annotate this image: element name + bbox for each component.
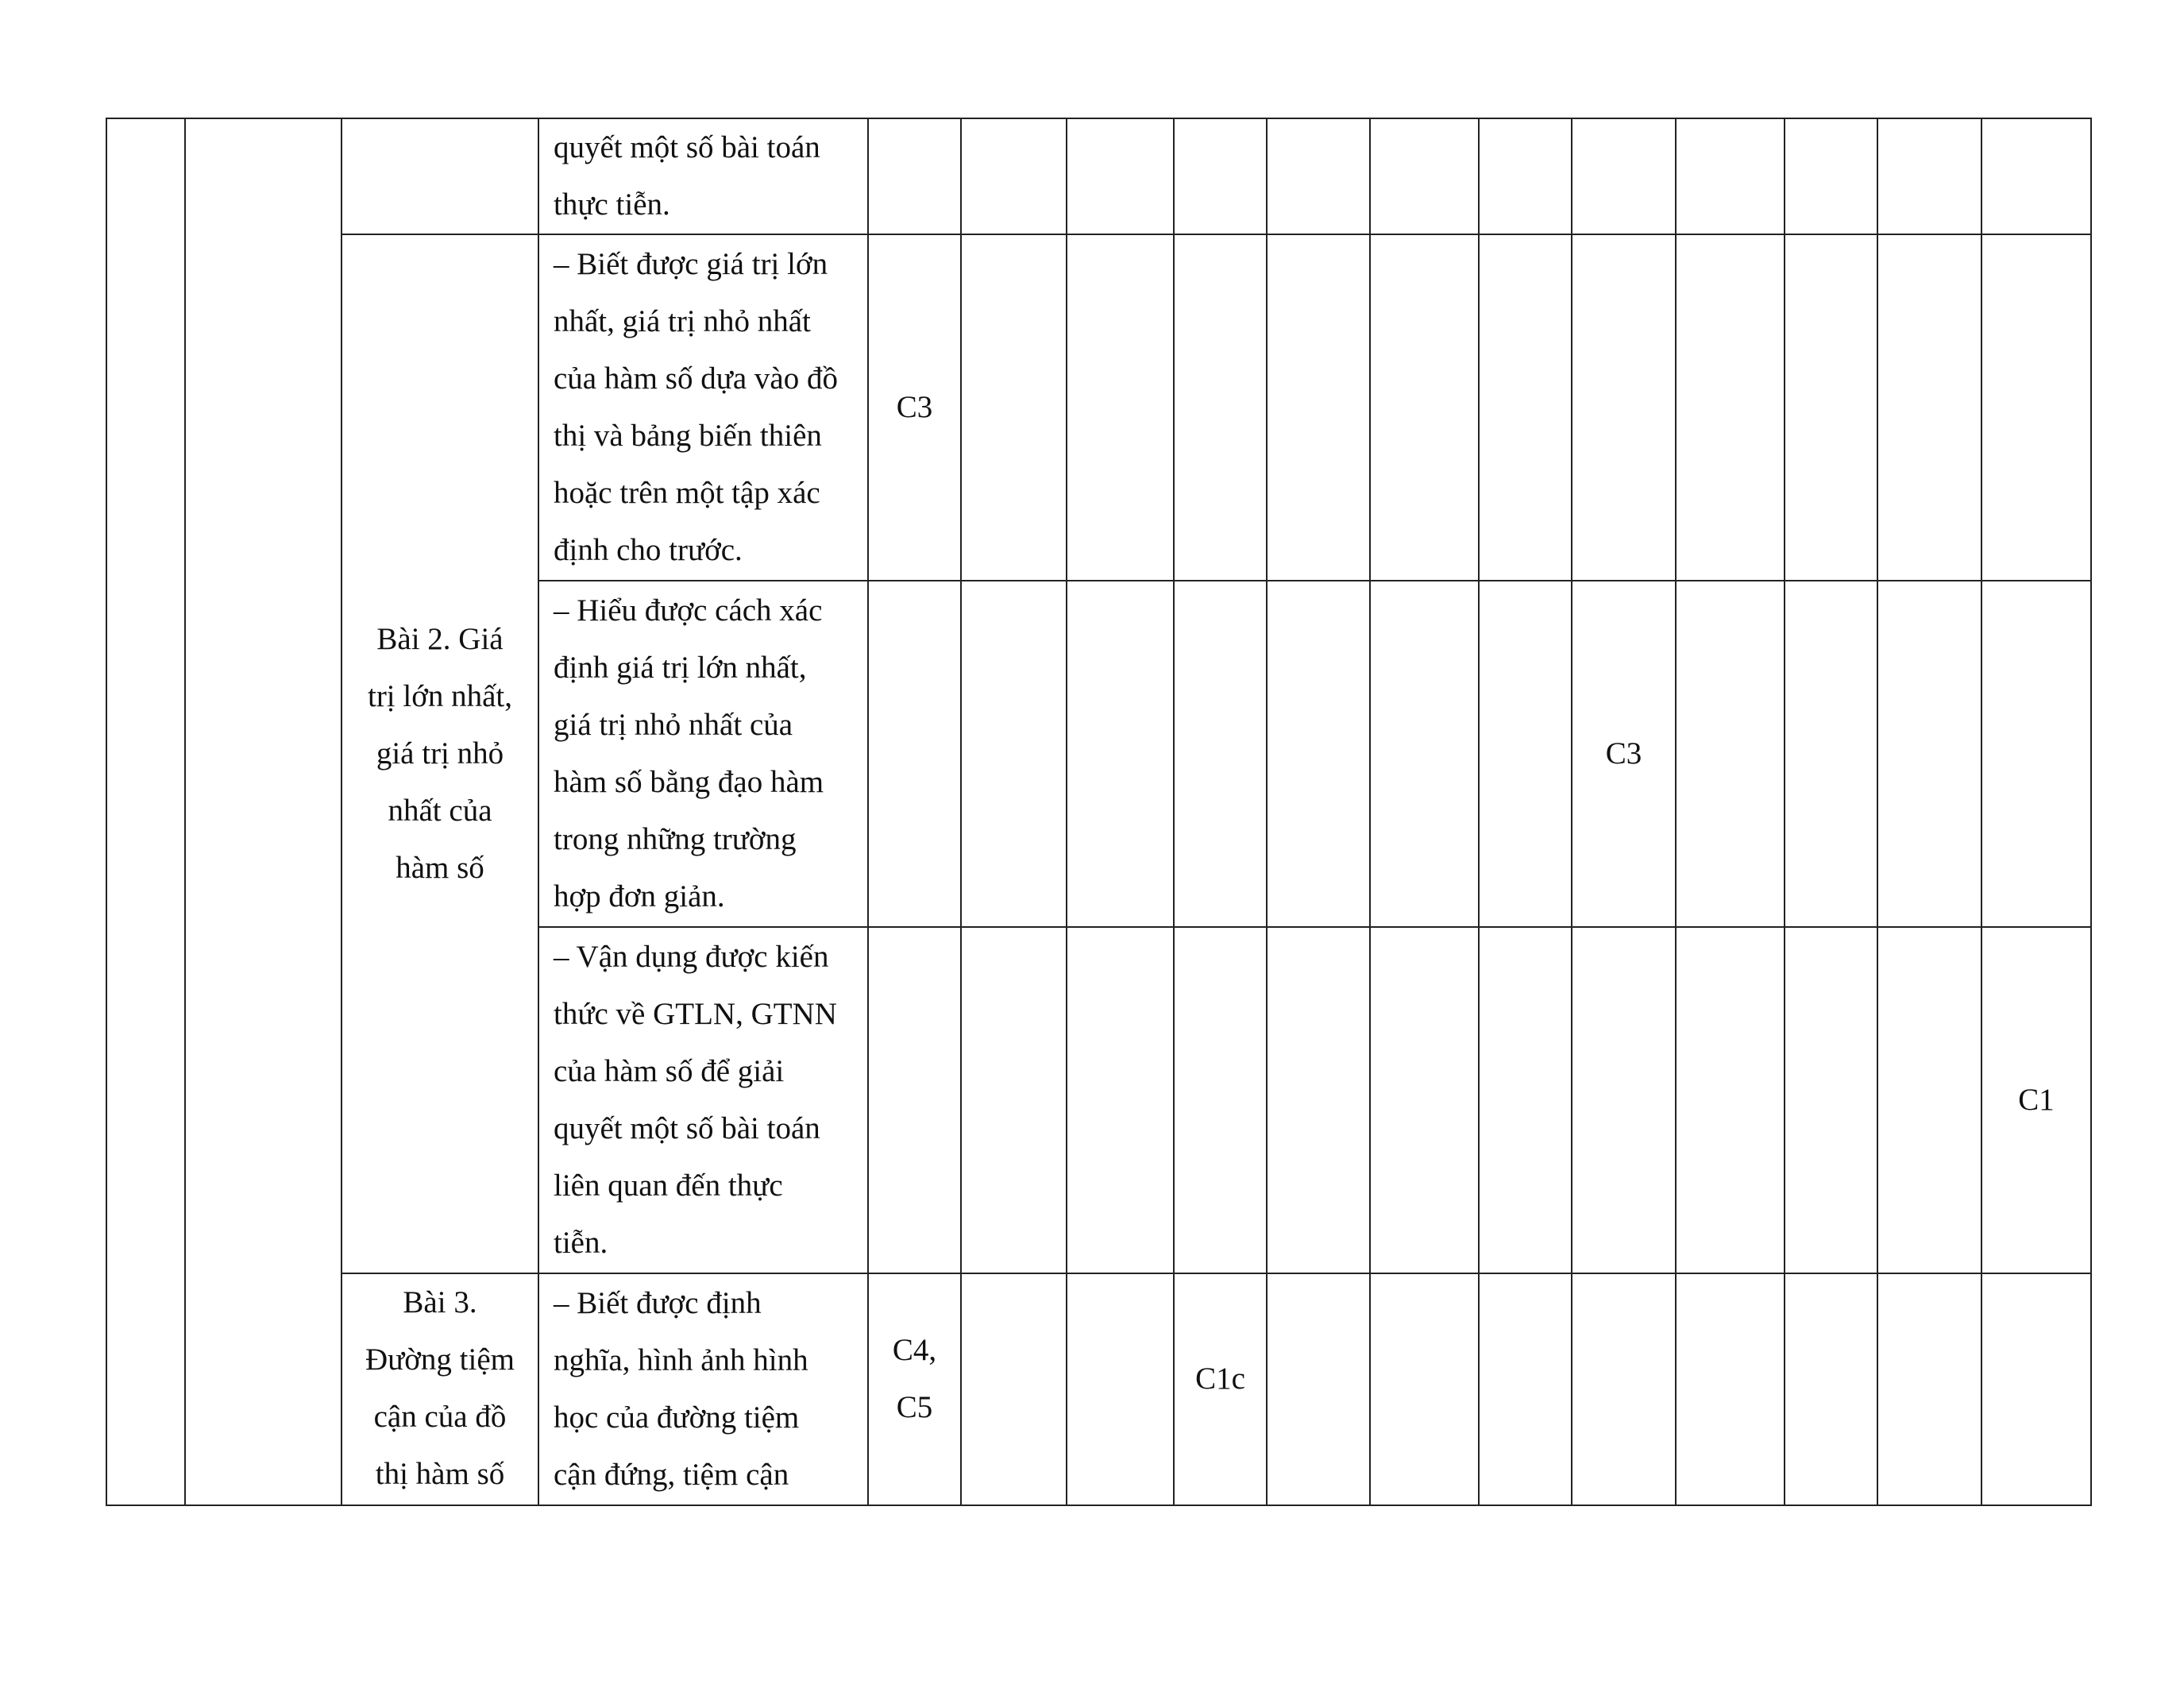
question-mark-cell: C1 (1981, 927, 2091, 1273)
question-mark-cell: C3 (868, 234, 961, 581)
question-mark-cell: C1c (1174, 1273, 1267, 1505)
assessment-matrix-table (106, 118, 2092, 1506)
table-row (106, 234, 2091, 581)
question-mark-cell: C4, C5 (868, 1273, 961, 1505)
empty-cell-col1 (106, 118, 185, 1505)
empty-lesson-cell (341, 118, 538, 234)
table-row (106, 118, 2091, 234)
objective-desc: – Vận dụng được kiến thức về GTLN, GTNN của hàm số để giải quyết một số bài toán liên quan đến thực tiễn. (538, 927, 868, 1273)
objective-desc: – Hiểu được cách xác định giá trị lớn nhất, giá trị nhỏ nhất của hàm số bằng đạo hàm trong những trường hợp đơn giản. (538, 581, 868, 927)
question-mark-cell: C3 (1572, 581, 1676, 927)
lesson-title-bai-2: Bài 2. Giá trị lớn nhất, giá trị nhỏ nhất của hàm số (341, 234, 538, 1273)
objective-desc: – Biết được định nghĩa, hình ảnh hình học của đường tiệm cận đứng, tiệm cận (538, 1273, 868, 1505)
empty-cell-col2 (185, 118, 341, 1505)
objective-desc: – Biết được giá trị lớn nhất, giá trị nhỏ nhất của hàm số dựa vào đồ thị và bảng biến thiên hoặc trên một tập xác định cho trước. (538, 234, 868, 581)
table-row (106, 1273, 2091, 1505)
objective-desc: quyết một số bài toán thực tiễn. (538, 118, 868, 234)
lesson-title-bai-3: Bài 3. Đường tiệm cận của đồ thị hàm số (341, 1273, 538, 1505)
